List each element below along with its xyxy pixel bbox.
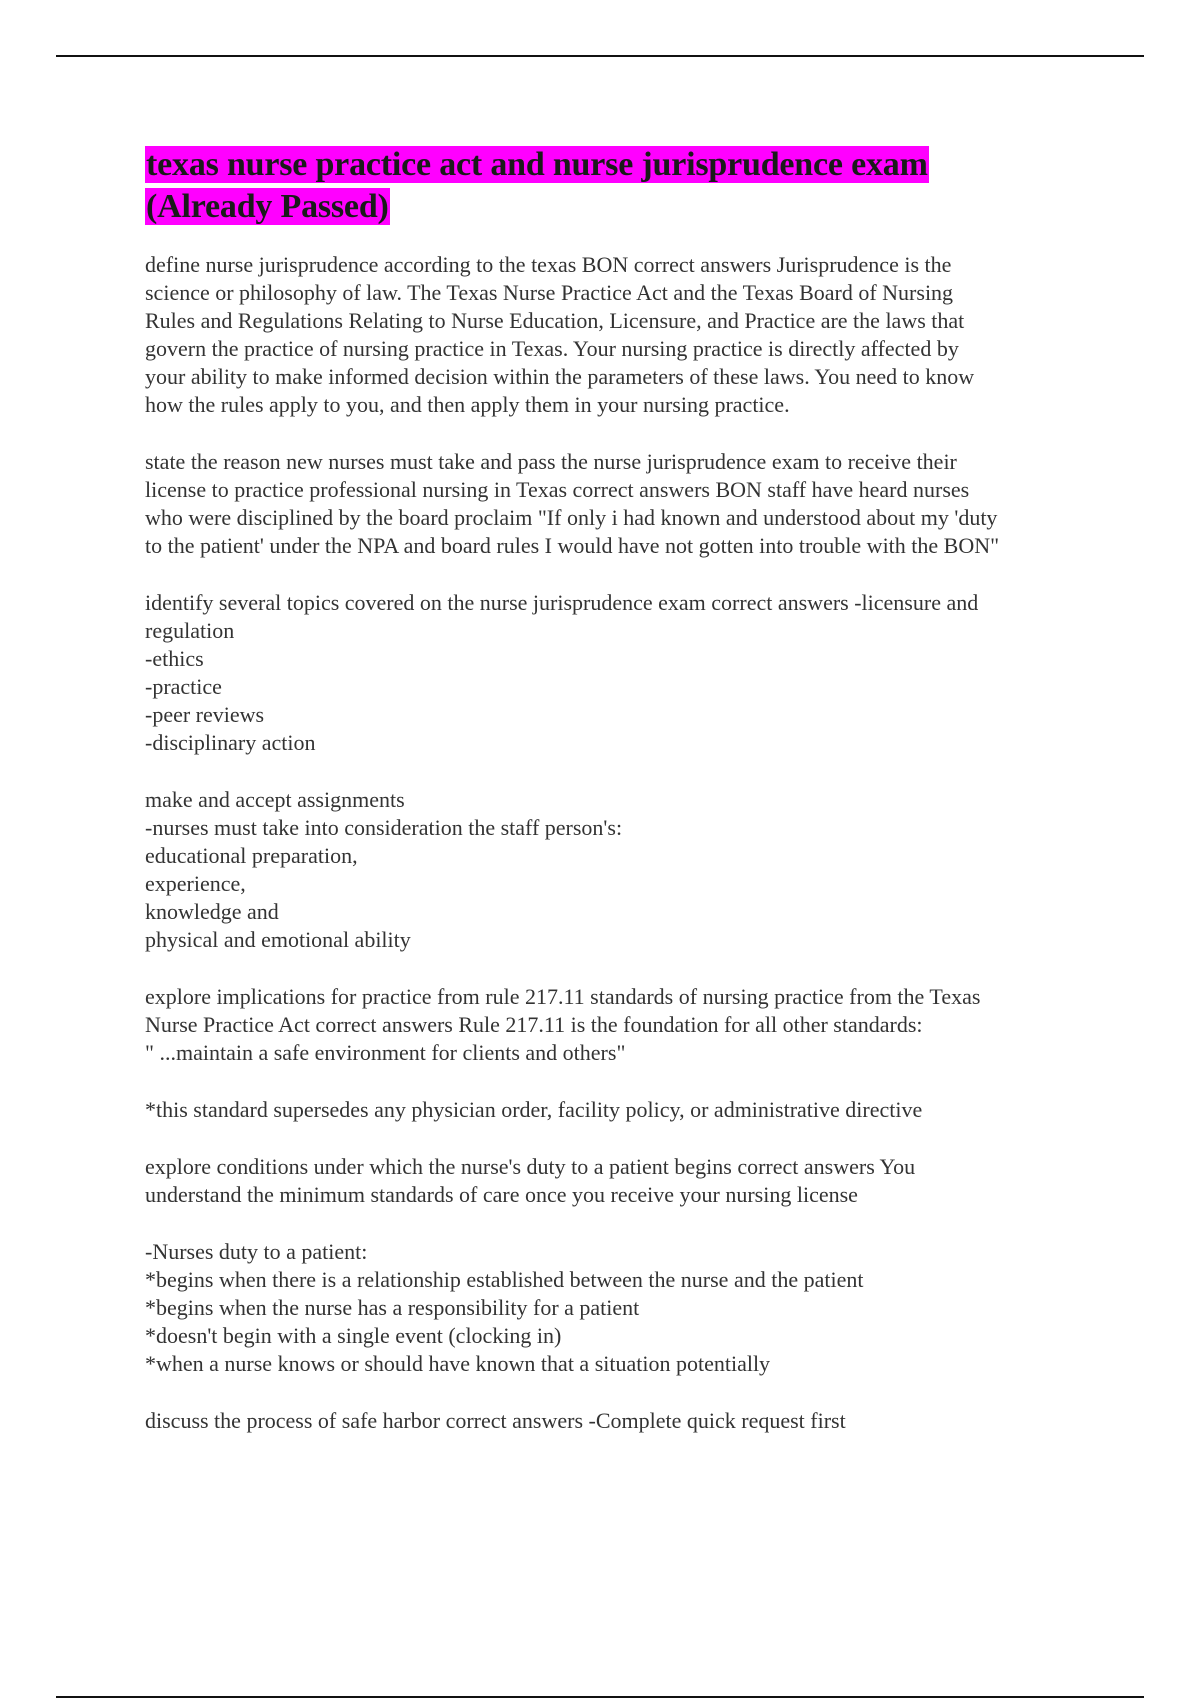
text-line: *this standard supersedes any physician order, facility policy, or administrative directive <box>145 1097 923 1122</box>
text-line: Rules and Regulations Relating to Nurse Education, Licensure, and Practice are the laws that <box>145 308 965 333</box>
list-item: knowledge and <box>145 899 279 924</box>
list-item: experience, <box>145 871 246 896</box>
paragraph-assignments <box>145 786 1105 954</box>
text-line: license to practice professional nursing in Texas correct answers BON staff have heard nurses <box>145 477 970 502</box>
paragraph-exam-reason <box>145 448 1105 560</box>
text-line: who were disciplined by the board proclaim "If only i had known and understood about my 'duty <box>145 505 998 530</box>
document-body <box>145 144 1105 1464</box>
list-item: physical and emotional ability <box>145 927 411 952</box>
list-item: *doesn't begin with a single event (clocking in) <box>145 1323 562 1348</box>
text-line: your ability to make informed decision within the parameters of these laws. You need to know <box>145 364 975 389</box>
text-line: Nurse Practice Act correct answers Rule 217.11 is the foundation for all other standards: <box>145 1012 923 1037</box>
list-item: *begins when the nurse has a responsibility for a patient <box>145 1295 640 1320</box>
title-highlight-line-2: (Already Passed) <box>146 188 389 225</box>
list-item: -peer reviews <box>145 702 265 727</box>
text-line: understand the minimum standards of care once you receive your nursing license <box>145 1182 858 1207</box>
paragraph-rule-217-11 <box>145 983 1105 1067</box>
list-item: *begins when there is a relationship established between the nurse and the patient <box>145 1267 864 1292</box>
paragraph-define-jurisprudence <box>145 251 1105 419</box>
list-item: -disciplinary action <box>145 730 316 755</box>
text-line: science or philosophy of law. The Texas Nurse Practice Act and the Texas Board of Nursing <box>145 280 954 305</box>
paragraph-duty-conditions <box>145 1153 1105 1209</box>
list-item: educational preparation, <box>145 843 358 868</box>
paragraph-exam-topics <box>145 589 1105 757</box>
text-line: govern the practice of nursing practice in Texas. Your nursing practice is directly affected by <box>145 336 959 361</box>
text-line: explore implications for practice from rule 217.11 standards of nursing practice from the Texas <box>145 984 981 1009</box>
title-highlight-line-1: texas nurse practice act and nurse jurisprudence exam <box>146 146 928 183</box>
paragraph-safe-harbor <box>145 1407 1105 1435</box>
text-line: explore conditions under which the nurse's duty to a patient begins correct answers You <box>145 1154 916 1179</box>
text-line: to the patient' under the NPA and board rules I would have not gotten into trouble with the BON" <box>145 533 1000 558</box>
text-line: " ...maintain a safe environment for clients and others" <box>145 1040 626 1065</box>
text-line: regulation <box>145 618 235 643</box>
list-item: -ethics <box>145 646 204 671</box>
top-rule <box>56 55 1144 57</box>
text-line: how the rules apply to you, and then apply them in your nursing practice. <box>145 392 790 417</box>
list-item: -practice <box>145 674 222 699</box>
text-line: -Nurses duty to a patient: <box>145 1239 368 1264</box>
list-item: *when a nurse knows or should have known that a situation potentially <box>145 1351 771 1376</box>
paragraph-standard-supersedes <box>145 1096 1105 1124</box>
paragraph-duty-list <box>145 1238 1105 1378</box>
text-line: make and accept assignments <box>145 787 405 812</box>
text-line: state the reason new nurses must take and pass the nurse jurisprudence exam to receive their <box>145 449 957 474</box>
text-line: identify several topics covered on the nurse jurisprudence exam correct answers -licensure and <box>145 590 979 615</box>
text-line: define nurse jurisprudence according to the texas BON correct answers Jurisprudence is the <box>145 252 952 277</box>
text-line: -nurses must take into consideration the staff person's: <box>145 815 623 840</box>
document-title <box>145 144 1105 228</box>
text-line: discuss the process of safe harbor correct answers -Complete quick request first <box>145 1408 846 1433</box>
bottom-rule <box>56 1696 1144 1698</box>
